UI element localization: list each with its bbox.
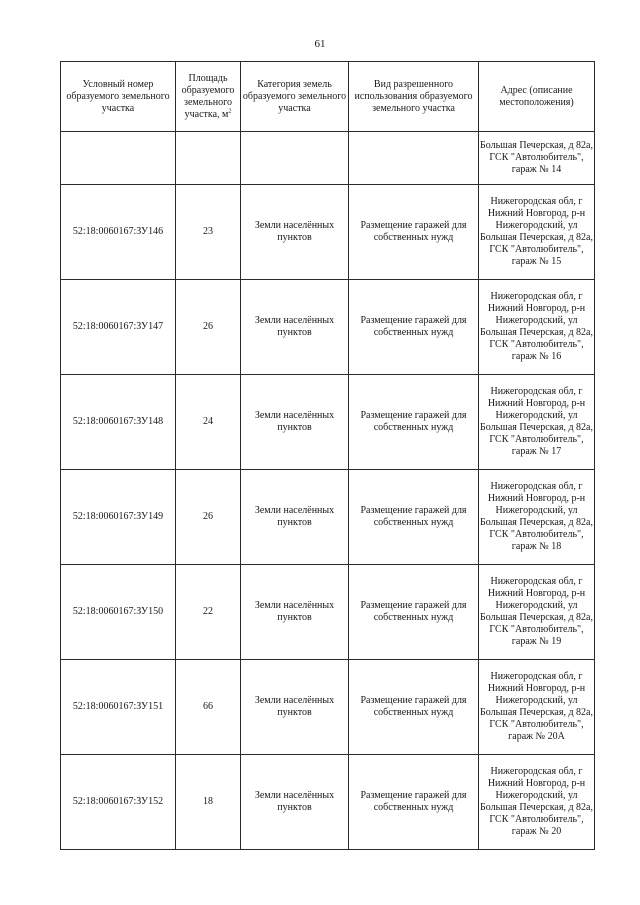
cell-address: Нижегородская обл, г Нижний Новгород, р-н Нижегородский, ул Большая Печерская, д 82а, ГСК "Автолюбитель", гараж № 20А <box>479 660 595 755</box>
cell-address: Нижегородская обл, г Нижний Новгород, р-н Нижегородский, ул Большая Печерская, д 82а, ГСК "Автолюбитель", гараж № 18 <box>479 470 595 565</box>
cell-land-category: Земли населённых пунктов <box>241 470 349 565</box>
cell-area: 26 <box>176 280 241 375</box>
cell-area: 23 <box>176 185 241 280</box>
header-address: Адрес (описание местоположения) <box>479 62 595 132</box>
cell-land-category: Земли населённых пунктов <box>241 185 349 280</box>
table-row <box>61 375 595 470</box>
cell-area: 24 <box>176 375 241 470</box>
table-row <box>61 660 595 755</box>
cell-address: Большая Печерская, д 82а, ГСК "Автолюбитель", гараж № 14 <box>479 132 595 185</box>
cell-cadastral-number: 52:18:0060167:ЗУ150 <box>61 565 176 660</box>
cell-cadastral-number: 52:18:0060167:ЗУ147 <box>61 280 176 375</box>
header-cadastral-number: Условный номер образуемого земельного участка <box>61 62 176 132</box>
table-header-row <box>61 62 595 132</box>
cell-area: 26 <box>176 470 241 565</box>
cell-address: Нижегородская обл, г Нижний Новгород, р-н Нижегородский, ул Большая Печерская, д 82а, ГСК "Автолюбитель", гараж № 19 <box>479 565 595 660</box>
table-row <box>61 185 595 280</box>
table-row <box>61 755 595 850</box>
cell-permitted-use <box>349 132 479 185</box>
cell-land-category: Земли населённых пунктов <box>241 660 349 755</box>
table-row <box>61 280 595 375</box>
header-area <box>176 62 241 132</box>
cell-permitted-use: Размещение гаражей для собственных нужд <box>349 280 479 375</box>
cell-land-category: Земли населённых пунктов <box>241 375 349 470</box>
cell-address: Нижегородская обл, г Нижний Новгород, р-н Нижегородский, ул Большая Печерская, д 82а, ГСК "Автолюбитель", гараж № 15 <box>479 185 595 280</box>
cell-cadastral-number: 52:18:0060167:ЗУ151 <box>61 660 176 755</box>
cell-address: Нижегородская обл, г Нижний Новгород, р-н Нижегородский, ул Большая Печерская, д 82а, ГСК "Автолюбитель", гараж № 20 <box>479 755 595 850</box>
cell-cadastral-number: 52:18:0060167:ЗУ148 <box>61 375 176 470</box>
table-row <box>61 470 595 565</box>
cell-cadastral-number: 52:18:0060167:ЗУ149 <box>61 470 176 565</box>
cell-cadastral-number: 52:18:0060167:ЗУ152 <box>61 755 176 850</box>
cell-address: Нижегородская обл, г Нижний Новгород, р-н Нижегородский, ул Большая Печерская, д 82а, ГСК "Автолюбитель", гараж № 17 <box>479 375 595 470</box>
cell-area <box>176 132 241 185</box>
table-row-continuation <box>61 132 595 185</box>
cell-permitted-use: Размещение гаражей для собственных нужд <box>349 185 479 280</box>
cell-area: 22 <box>176 565 241 660</box>
page-number: 61 <box>314 38 326 50</box>
cell-permitted-use: Размещение гаражей для собственных нужд <box>349 565 479 660</box>
cell-area: 66 <box>176 660 241 755</box>
cell-permitted-use: Размещение гаражей для собственных нужд <box>349 375 479 470</box>
header-area-unit-power: 2 <box>228 108 232 115</box>
cell-permitted-use: Размещение гаражей для собственных нужд <box>349 660 479 755</box>
cell-land-category: Земли населённых пунктов <box>241 565 349 660</box>
header-land-category: Категория земель образуемого земельного участка <box>241 62 349 132</box>
cell-permitted-use: Размещение гаражей для собственных нужд <box>349 755 479 850</box>
header-area-text: Площадь образуемого земельного участка, м <box>181 72 235 120</box>
table-row <box>61 565 595 660</box>
cell-area: 18 <box>176 755 241 850</box>
land-parcels-table <box>60 61 595 850</box>
cell-address: Нижегородская обл, г Нижний Новгород, р-н Нижегородский, ул Большая Печерская, д 82а, ГСК "Автолюбитель", гараж № 16 <box>479 280 595 375</box>
header-permitted-use: Вид разрешенного использования образуемого земельного участка <box>349 62 479 132</box>
cell-cadastral-number: 52:18:0060167:ЗУ146 <box>61 185 176 280</box>
cell-land-category: Земли населённых пунктов <box>241 280 349 375</box>
cell-land-category: Земли населённых пунктов <box>241 755 349 850</box>
cell-land-category <box>241 132 349 185</box>
cell-cadastral-number <box>61 132 176 185</box>
cell-permitted-use: Размещение гаражей для собственных нужд <box>349 470 479 565</box>
